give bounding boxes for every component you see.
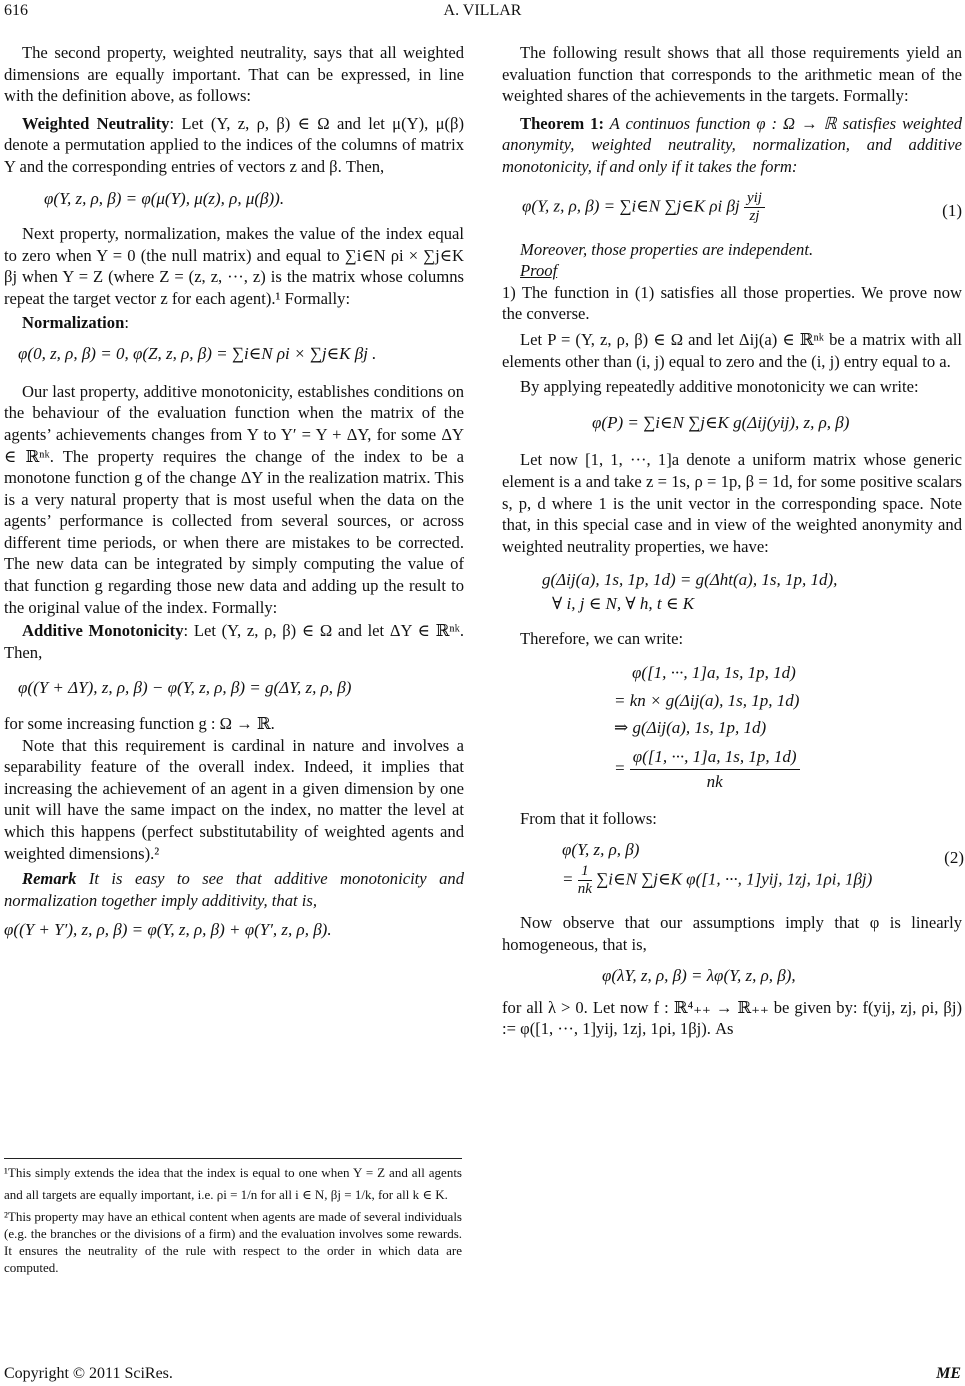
equation-rhs: ∑i∈N ∑j∈K φ([1, ···, 1]yij, 1zj, 1ρi, 1βj) [596, 869, 873, 889]
paragraph: From that it follows: [520, 808, 657, 828]
equation: = kn × g(Δij(a), 1s, 1p, 1d) [614, 690, 800, 710]
equation-1 [522, 190, 962, 225]
additive-monotonicity-definition [4, 620, 464, 663]
paragraph: Let P = (Y, z, ρ, β) ∈ Ω and let Δij(a) ∈ ℝⁿᵏ be a matrix with all elements other than (i, j) equal to zero and the (i, j) entry equal to a. [502, 329, 962, 371]
equation: φ(0, z, ρ, β) = 0, φ(Z, z, ρ, β) = ∑i∈N ρi × ∑j∈K βj . [18, 344, 377, 364]
numerator: 1 [578, 863, 592, 881]
paragraph: Note that this requirement is cardinal in nature and involves a separability feature of the overall index. Indeed, it implies that increasing the achievement of an agent in a given dimension by one unit will have the same impact on the index, no matter the level at which this happens (perfect substitutability of weighted agents and weighted dimensions).² [4, 735, 464, 863]
paragraph: The following result shows that all those requirements yield an evaluation function that corresponds to the arithmetic mean of the weighted shares of the achievements in the targets. Formally: [502, 43, 962, 106]
paragraph: Let now [1, 1, ···, 1]a denote a uniform matrix whose generic element is a and take z = 1s, ρ = 1p, β = 1d, for some positive scalars s, p, d where 1 is the unit vector in the corresponding space. Note that, in this special case and in view of the weighted anonymity and weighted neutrality properties, we have: [502, 450, 962, 556]
definition-text: : Let (Y, z, ρ, β) ∈ Ω and let μ(Y), μ(β) denote a permutation applied to the indices of the columns of matrix Y and the corresponding entries of vectors z and β. Then, [4, 113, 464, 176]
equation: φ((Y + ΔY), z, ρ, β) − φ(Y, z, ρ, β) = g(ΔY, z, ρ, β) [18, 678, 352, 698]
fraction [578, 863, 592, 898]
paragraph: Now observe that our assumptions imply that φ is linearly homogeneous, that is, [502, 913, 962, 954]
normalization-definition [4, 312, 464, 334]
paragraph: Our last property, additive monotonicity, establishes conditions on the behaviour of the evaluation function when the matrix of the agents’ achievements changes from Y to Y′ = Y + ΔY, for some ΔY ∈ ℝⁿᵏ. The property requires the change of the index to be a monotone function g of the change ΔY in the realization matrix. This is a very natural property that is most useful when the data on the agents’ performance is collected from several sources, or across different time periods, or when there are mistakes to be corrected. The new data can be integrated by simply computing the value of that function g regarding those new data and adding up the result to the original value of the index. Formally: [4, 381, 464, 617]
theorem-text: A continuos function φ : Ω → ℝ satisfies weighted anonymity, weighted neutrality, normalization, and additive monotonicity, if and only if it takes the form: [502, 113, 962, 176]
paragraph [502, 239, 962, 261]
proof-heading [502, 260, 962, 282]
definition-label: Normalization [22, 312, 125, 332]
copyright: Copyright © 2011 SciRes. [4, 1365, 173, 1382]
paragraph: for some increasing function g : Ω → ℝ. [4, 714, 275, 734]
denominator: nk [577, 881, 592, 898]
equation-number: (2) [944, 848, 964, 868]
denominator: zj [749, 207, 760, 224]
numerator: yij [744, 190, 765, 208]
fraction [630, 745, 800, 794]
footnote: ²This property may have an ethical content when agents are made of several individuals (e.g. the branches or the divisions of a firm) and the evaluation involves some rewards. It ensures the neutrality of the rule with respect to the order in which data are computed. [4, 1209, 462, 1275]
remark-text: It is easy to see that additive monotonicity and normalization together imply additivity, that is, [4, 869, 464, 910]
equals-sign: = [614, 758, 626, 778]
definition-text: : Let (Y, z, ρ, β) ∈ Ω and let ΔY ∈ ℝⁿᵏ. Then, [4, 621, 464, 662]
equation: φ(Y, z, ρ, β) = φ(μ(Y), μ(z), ρ, μ(β)). [44, 188, 285, 208]
footnote: ¹This simply extends the idea that the index is equal to one when Y = Z and all agents and all targets are equally important, i.e. ρi = 1/n for all i ∈ N, βj = 1/k, for all k ∈ K. [4, 1165, 462, 1202]
left-column [4, 42, 464, 941]
equation [614, 745, 962, 794]
running-header: A. VILLAR [443, 2, 522, 19]
denominator: nk [706, 771, 723, 791]
paragraph: for all λ > 0. Let now f : ℝ⁴₊₊ → ℝ₊₊ be given by: f(yij, zj, ρi, βj) := φ([1, ···, 1]yij, 1zj, 1ρi, 1βj). As [502, 997, 962, 1039]
definition-label: Weighted Neutrality [22, 113, 170, 133]
equation: φ(P) = ∑i∈N ∑j∈K g(Δij(yij), z, ρ, β) [592, 412, 850, 432]
equation: ∀ i, j ∈ N, ∀ h, t ∈ K [552, 593, 695, 613]
remark-label: Remark [22, 869, 77, 889]
equation: φ((Y + Y′), z, ρ, β) = φ(Y, z, ρ, β) + φ(Y′, z, ρ, β). [4, 920, 332, 940]
paragraph: Next property, normalization, makes the value of the index equal to zero when Y = 0 (the null matrix) and equal to ∑i∈N ρi × ∑j∈K βj when Y = Z (where Z = (z, z, ···, z) is the matrix whose columns repeat the target vector z for each agent).¹ Formally: [4, 224, 464, 308]
equation: g(Δij(a), 1s, 1p, 1d) = g(Δht(a), 1s, 1p, 1d), [542, 570, 838, 590]
equals-sign: = [562, 869, 574, 889]
paragraph: 1) The function in (1) satisfies all those properties. We prove now the converse. [502, 282, 962, 324]
definition-text: : [124, 312, 129, 332]
equation-2-line-1: φ(Y, z, ρ, β) [562, 840, 640, 860]
journal-abbreviation: ME [936, 1365, 961, 1382]
statement: Moreover, those properties are independent. [520, 239, 814, 259]
paragraph: Therefore, we can write: [520, 629, 684, 649]
theorem [502, 113, 962, 178]
theorem-label: Theorem 1: [520, 113, 605, 133]
proof-label: Proof [520, 261, 558, 281]
equation-number: (1) [942, 200, 962, 220]
equation: ⇒ g(Δij(a), 1s, 1p, 1d) [614, 718, 767, 738]
paragraph: By applying repeatedly additive monotonicity we can write: [520, 377, 919, 397]
numerator: φ([1, ···, 1]a, 1s, 1p, 1d) [630, 745, 800, 770]
footnote-divider [4, 1158, 462, 1159]
footnotes [4, 1162, 462, 1278]
equation: φ(λY, z, ρ, β) = λφ(Y, z, ρ, β), [602, 966, 796, 986]
definition-label: Additive Monotonicity [22, 621, 184, 641]
fraction [744, 190, 765, 225]
right-column [502, 42, 962, 1040]
page-number: 616 [4, 2, 28, 19]
weighted-neutrality-definition [4, 113, 464, 178]
remark [4, 868, 464, 911]
equation-lhs: φ(Y, z, ρ, β) = ∑i∈N ∑j∈K ρi βj [522, 195, 740, 215]
paragraph: The second property, weighted neutrality, says that all weighted dimensions are equally important. That can be expressed, in line with the definition above, as follows: [4, 43, 464, 106]
equation: φ([1, ···, 1]a, 1s, 1p, 1d) [632, 663, 796, 683]
